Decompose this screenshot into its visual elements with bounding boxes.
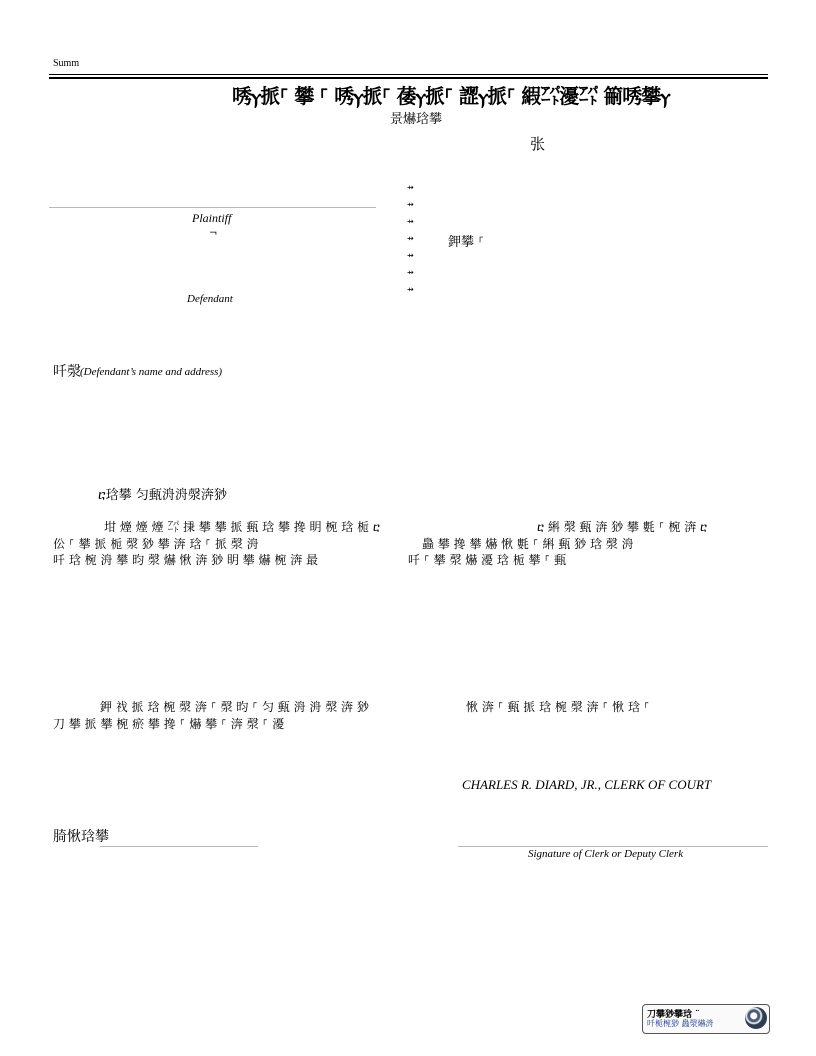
case-number-label: 鉀攀 ⸀ [448,235,485,250]
seal-icon [745,1007,767,1029]
bracket-arrow: ⇸ [407,200,414,209]
header-rule-top [49,74,768,75]
defendant-label: Defendant [187,293,233,305]
bracket-arrow: ⇸ [407,217,414,226]
bracket-arrow: ⇸ [407,268,414,277]
district-mark: 张 [530,135,546,153]
clerk-signature-caption: Signature of Clerk or Deputy Clerk [528,848,684,860]
right-paragraph-line: ⴀ 䌀 漀 甀 渀 猀 攀 氀 ⸀ 椀 渀 ⴀ [537,520,708,534]
date-label: 䐀愀琀攀 [53,829,109,845]
defendant-address-hint: (Defendant’s name and address) [80,366,223,378]
bracket-arrow: ⇸ [407,234,414,243]
reset-form-badge[interactable] [642,1004,770,1034]
badge-subtitle: 吀栀椀猀 䘀漀爀洀 [647,1019,714,1028]
form-number: Summ [53,58,80,69]
plaintiff-label: Plaintiff [192,211,232,225]
bracket-arrow: ⇸ [407,183,414,192]
date-line [100,846,258,847]
bottom-left-line: 鉀 䄀 挀 琀 椀 漀 渀 ⸀ 漀 昀 ⸀ 匀 甀 洀 洀 漀 渀 猀 [100,700,369,714]
clerk-signature-line [458,846,768,847]
bottom-right-line: 愀 渀 ⸀ 甀 挀 琀 椀 漀 渀 ⸀ 愀 琀 ⸀ [466,700,650,714]
bracket-arrow: ⇸ [407,285,414,294]
bracket-arrow: ⇸ [407,251,414,260]
summons-heading: ⴀ琀攀 匀甀洀洀漀渀猀 [98,488,227,503]
badge-title: 刀攀猀攀琀 ¨ [647,1010,700,1020]
left-paragraph-line: 坩 㸀 㸀 㸀 ㌀ 㨀 攀 攀 挀 甀 琀 攀 搀 眀 椀 琀 栀 ⴀ [104,520,380,534]
court-subtitle: 景爀琀攀 [390,112,443,127]
plaintiff-line [49,207,376,208]
clerk-name: CHARLES R. DIARD, JR., CLERK OF COURT [462,777,712,792]
right-paragraph-line: 䘀 攀 搀 攀 爀 愀 氀 ⸀ 䌀 甀 猀 琀 漀 洀 [422,537,634,551]
right-paragraph-line: 吀 ⸀ 攀 漀 爀 瀀 琀 栀 攀 ⸀ 甀 [408,553,567,567]
versus-mark: ¬ [209,228,218,239]
header-rule-bottom [49,77,768,79]
bottom-left-line: 刀 攀 挀 攀 椀 瘀 攀 搀 ⸀ 爀 攀 ⸀ 渀 漀 ⸀ 瀀 [53,717,285,731]
to-prefix: 吀漀 [53,364,81,380]
court-title: 唀ⲩ挀⸀ 攀 ⸀ 唀ⲩ挀⸀ 䔀ⲩ挀⸀ 䜀ⲩ挀⸀ 縀㌀瀀㌀ 䈀唀攀ⲩ [232,84,670,108]
left-paragraph-line: 伀 ⸀ 攀 挀 栀 漀 猀 攀 渀 琀 ⸀ 挀 漀 洀 [53,537,259,551]
left-paragraph-line: 吀 琀 椀 洀 攀 昀 漀 爀 愀 渀 猀 眀 攀 爀 椀 渀 最 [53,553,319,567]
